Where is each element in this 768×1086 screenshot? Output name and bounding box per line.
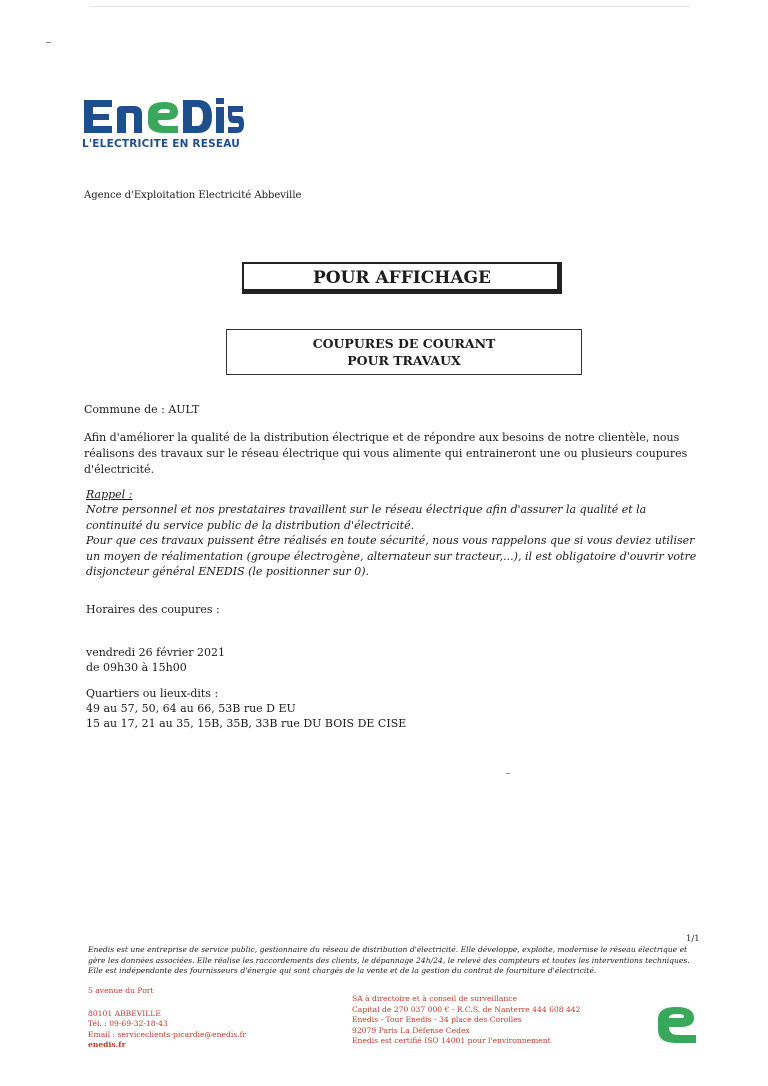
rappel-section (86, 487, 706, 579)
coupures-title-box (226, 329, 582, 375)
legal-line: Enedis est certifié ISO 14001 pour l'environnement (352, 1036, 551, 1045)
pour-affichage-box (242, 262, 562, 294)
outage-date: vendredi 26 février 2021 (86, 646, 225, 659)
footer-contact (88, 986, 246, 1051)
quartiers-section (86, 686, 406, 731)
quartiers-label: Quartiers ou lieux-dits : (86, 687, 219, 700)
legal-line: Enedis - Tour Enedis - 34 place des Corolles (352, 1015, 522, 1024)
quartier-item: 15 au 17, 21 au 35, 15B, 35B, 33B rue DU BOIS DE CISE (86, 717, 407, 730)
commune-label: Commune de : AULT (84, 403, 200, 416)
address-line-2: 80101 ABBEVILLE (88, 1008, 161, 1018)
scan-speck (506, 773, 510, 774)
outage-schedule (86, 645, 225, 675)
pour-affichage-label: POUR AFFICHAGE (312, 268, 491, 288)
rappel-paragraph-2: Pour que ces travaux puissent être réalisés en toute sécurité, nous vous rappelons que si vous deviez utiliser un moyen de réalimentation (groupe électrogène, alternateur sur tracteur,...), il est obligatoire d'ouvrir votre disjoncteur général ENEDIS (le positionner sur 0). (86, 534, 697, 579)
footer-disclaimer: Enedis est une entreprise de service public, gestionnaire du réseau de distribution d'électricité. Elle développe, exploite, modernise le réseau électrique et gère les données associées. Elle réalise les raccordements des clients, le dépannage 24h/24, le relevé des compteurs et toutes les interventions techniques. Elle est indépendante des fournisseurs d'énergie qui sont chargés de la vente et de la gestion du contrat de fourniture d'électricité. (88, 945, 690, 975)
rappel-title: Rappel : (86, 488, 133, 501)
intro-paragraph: Afin d'améliorer la qualité de la distribution électrique et de répondre aux besoins de notre clientèle, nous réalisons des travaux sur le réseau électrique qui vous alimente qui entraineront une ou plusieurs coupures d'électricité. (84, 431, 688, 476)
legal-line: Capital de 270 037 000 € - R.C.S. de Nanterre 444 608 442 (352, 1004, 581, 1014)
horaires-label: Horaires des coupures : (86, 603, 220, 616)
legal-line: SA à directoire et à conseil de surveillance (352, 994, 517, 1003)
logo-tagline: L'ELECTRICITE EN RESEAU (82, 138, 240, 150)
agency-name: Agence d'Exploitation Electricité Abbeville (84, 190, 302, 201)
email[interactable]: Email : serviceclients-picardie@enedis.fr (88, 1029, 247, 1039)
scan-artifact-line (90, 6, 690, 7)
scan-speck (46, 42, 51, 43)
enedis-footer-logo-icon (656, 1005, 700, 1045)
phone: Tél. : 09-69-32-18-43 (88, 1019, 168, 1028)
footer-legal (352, 994, 580, 1047)
outage-time: de 09h30 à 15h00 (86, 661, 187, 674)
quartier-item: 49 au 57, 50, 64 au 66, 53B rue D EU (86, 702, 296, 715)
page-number: 1/1 (686, 934, 700, 944)
coupures-title-line2: POUR TRAVAUX (347, 353, 461, 368)
coupures-title-line1: COUPURES DE COURANT (312, 336, 496, 351)
rappel-paragraph-1: Notre personnel et nos prestataires travaillent sur le réseau électrique afin d'assurer la qualité et la continuité du service public de la distribution d'électricité. (86, 503, 647, 532)
enedis-logo (82, 92, 244, 136)
address-line-1: 5 avenue du Port (88, 986, 154, 995)
website-link[interactable]: enedis.fr (88, 1040, 126, 1049)
legal-line: 92079 Paris La Défense Cedex (352, 1025, 470, 1035)
